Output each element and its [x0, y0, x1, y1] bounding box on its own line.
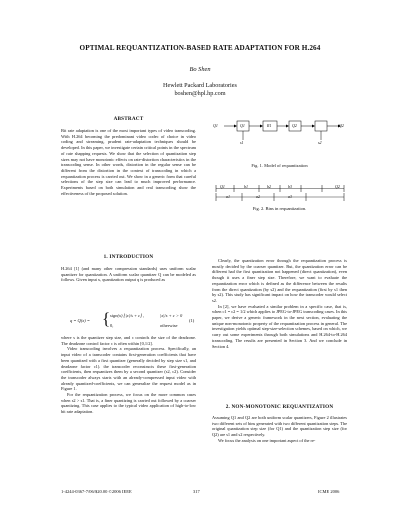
affiliation-email: boshen@hpl.hp.com [174, 90, 226, 97]
equation-brace: { [102, 309, 111, 328]
figure-1-input-label: Q1 [213, 123, 218, 128]
figure-1-ri-label: R1 [267, 123, 272, 128]
intro-paragraph-2 [61, 335, 196, 415]
footer-page-number: 317 [193, 489, 200, 494]
figure-2 [212, 180, 347, 204]
section2-heading: 2. NON-MONOTONIC REQUANTIZATION [225, 404, 334, 410]
figure-1-box-label: Q1 [240, 123, 245, 128]
abstract-heading: ABSTRACT [113, 116, 144, 122]
intro-paragraph-1 [61, 266, 196, 283]
figure-2-b1-label: b1 [244, 184, 248, 189]
intro-p4: For the requantization process, we focus on the more common cases when s2 > s1. That is, a finer quantizing is carried out followed by a coarser quantizing. This case applies to the typical video application of high-to-low bit rate adaptation. [61, 392, 196, 415]
abstract-text [61, 128, 196, 196]
equation-case-2-cond: otherwise [160, 323, 178, 328]
footer-venue: ICME 2006 [318, 489, 340, 494]
figure-2-b3-label: b3 [288, 184, 292, 189]
figure-2-q1-label: Q1 [220, 184, 225, 189]
equation-lhs: q = Q(x) = [70, 318, 90, 323]
footer-copyright: 1-4244-0367-7/06/$20.00 ©2006 IEEE [61, 489, 132, 494]
figure-1-output-label: Q2 [339, 123, 344, 128]
paper-author: Bo Shen [189, 66, 211, 73]
equation-number: (1) [189, 318, 195, 323]
figure-1 [212, 116, 347, 162]
figure-1-caption: Fig. 1. Model of requantization [251, 163, 308, 168]
figure-1-s1-label: s1 [240, 140, 244, 145]
figure-2-b2-label: b2 [267, 184, 271, 189]
intro-p3: Video transcoding involves a requantization process. Specifically, an input video of a transcoder contains first-generation coefficients that have been quantized with a first quantizer (generally decided by step size s1, and deadzone factor c1). the transcoder reconstructs these first-generation coefficients, then requantizes them by a second quantizer (s2, c2). Consider the transcoder always starts with an already-compressed input video with already quantized-coefficients, we can generalize the request model as in Figure 1. [61, 346, 196, 392]
figure-1-diagram [212, 116, 347, 162]
figure-2-diagram [212, 180, 347, 204]
right-p3: Assuming Q1 and Q2 are both uniform scalar quantizers, Figure 2 illustrates two different sets of bins generated with two different quantization steps. The original quantization step size (for Q1) and the quantization step size (for Q2) are s1 and s2 respectively. [212, 415, 347, 438]
right-p2: In [2], we have evaluated a similar problem in a specific case, that is, when c1 = c2 = 1/2 which applies to JPEG-to-JPEG transcoding cases. In this paper, we derive a generic framework in the next section, evaluating the unique non-monotonic property of the requantization process in general. The investigation yields optimal step-size-selection schemes, based on which, we carry out some experiments through both simulations and H.264-to-H.264 transcoding. The results are presented in Section 3. And we conclude in Section 4. [212, 303, 347, 349]
figure-2-a1-label: a1 [226, 194, 230, 199]
figure-1-q2-label: Q2 [292, 123, 297, 128]
equation-1 [70, 309, 198, 332]
figure-2-q2-label: Q2 [335, 184, 340, 189]
figure-2-a3-label: a3 [288, 194, 292, 199]
intro-p2: where s is the quantizer step size, and c controls the size of the deadzone. The deadzone control factor c is often within [0,1/2]. [61, 335, 196, 346]
paper-affiliation [0, 82, 400, 98]
right-p4: We focus the analysis on one important aspect of the re- [218, 437, 316, 443]
paper-title: OPTIMAL REQUANTIZATION-BASED RATE ADAPTATION FOR H.264 [79, 44, 321, 52]
intro-p1: H.264 [1] (and many other compression standards) uses uniform scalar quantizer for quantization. A uniform scalar quantizer Q can be modeled as follows. Given input x, quantization output q is produced as [61, 266, 196, 283]
equation-case-1: sign(x) ⌊|x|/s + c⌋ , [110, 313, 145, 318]
section2-text [212, 415, 347, 444]
right-p1: Clearly, the quantization error through the requantization process is mostly decided by the coarser quantizer. But, the quantization error can be different had the first quantization not happened (direct quantization), even though it uses a finer step size. Therefore, we want to evaluate the requantization error which is defined as the difference between the results from the direct quantization (by s2) and the requantization (first by s1 then by s2). This study has significant impact on how the transcoder would select s2. [212, 258, 347, 303]
equation-case-1-cond: |x|/s + c > 0 [160, 313, 183, 318]
equation-case-2: 0, [110, 323, 114, 328]
figure-1-s2-label: s2 [318, 140, 322, 145]
right-column-text [212, 258, 347, 349]
intro-heading: 1. INTRODUCTION [103, 254, 154, 260]
figure-2-a2-label: a2 [256, 194, 260, 199]
abstract-paragraph: Bit rate adaptation is one of the most important types of video transcoding. With H.264 becoming the predominant video codec of choice in video coding and streaming, prudent rate-adaptation techniques should be developed. In this paper, we investigate certain critical points in the spectrum of rate shapping requests. We show that the selection of quantization step sizes may not have monotonic effects on rate-distortion characteristics in the transcoding sense. In other words, distortion in the regular sense can be different from the distortion in the context of transcoding in which a requantization process is carried out. We show in a generic form that careful selections of the step size can lead to much improved performance. Experiments based on both simulation and real transcoding show the effectiveness of the proposed solution. [61, 128, 196, 196]
figure-2-caption: Fig. 2. Bins in requantization. [252, 206, 307, 211]
affiliation-org: Hewlett Packard Laboratories [163, 82, 237, 89]
